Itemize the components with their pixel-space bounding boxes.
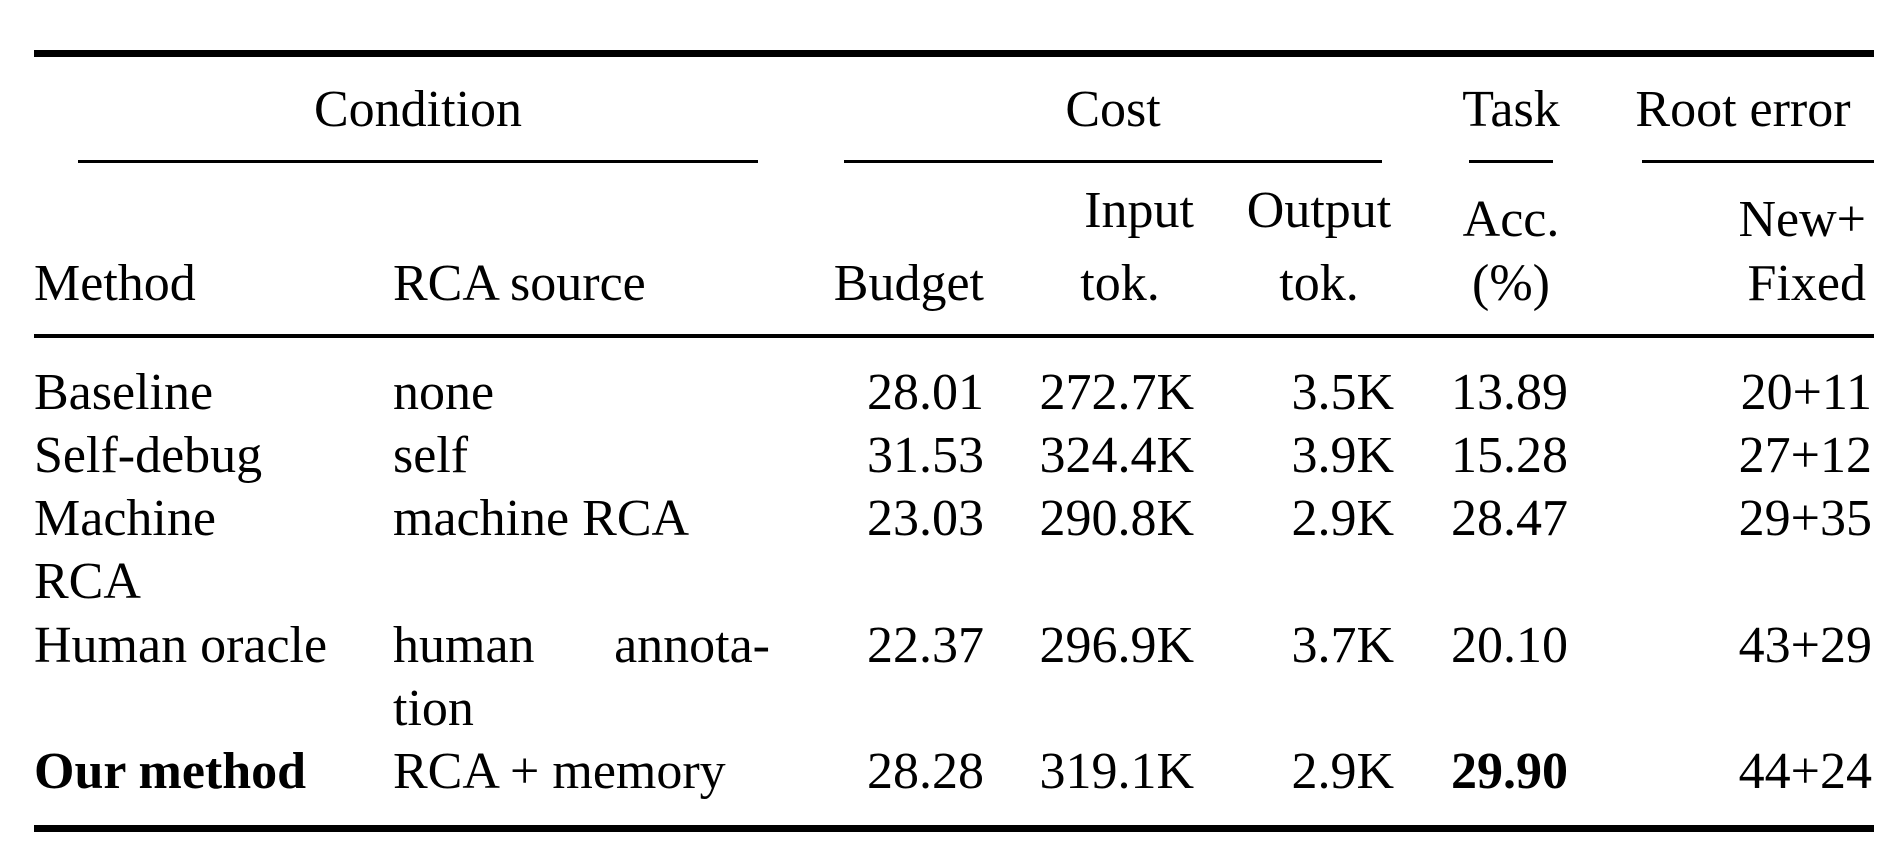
table-row-acc: 29.90	[1451, 743, 1568, 800]
table-row-rca-source-word2: annota-	[614, 617, 770, 674]
table-row-output-tok: 2.9K	[1291, 743, 1394, 800]
table-row-output-tok: 2.9K	[1291, 490, 1394, 547]
table-row-rca-source-word1: human	[393, 617, 535, 674]
table-row-acc: 20.10	[1451, 617, 1568, 674]
table-row-output-tok: 3.7K	[1291, 617, 1394, 674]
col-header-acc-2: (%)	[1472, 255, 1550, 312]
col-header-acc-1: Acc.	[1462, 191, 1560, 248]
table-row-budget: 23.03	[867, 490, 984, 547]
table-row-method-cont: RCA	[34, 553, 141, 610]
table-row-method: Baseline	[34, 364, 214, 421]
table-row-rca-source: none	[393, 364, 495, 421]
cost-cmidrule	[844, 160, 1382, 163]
table-row-input-tok: 296.9K	[1039, 617, 1194, 674]
table-row-budget: 22.37	[867, 617, 984, 674]
table-row-budget: 28.01	[867, 364, 984, 421]
table-row-method: Self-debug	[34, 427, 263, 484]
col-header-budget: Budget	[833, 255, 984, 312]
table-row-method: Our method	[34, 743, 307, 800]
task-cmidrule	[1469, 160, 1553, 163]
col-header-output-tok-2: tok.	[1279, 255, 1359, 312]
table-row-acc: 15.28	[1451, 427, 1568, 484]
bottom-rule	[34, 825, 1874, 832]
table-row-acc: 28.47	[1451, 490, 1568, 547]
group-header-condition: Condition	[313, 81, 523, 138]
table-row-input-tok: 272.7K	[1039, 364, 1194, 421]
top-rule	[34, 50, 1874, 57]
col-header-new-fixed-1: New+	[1738, 191, 1866, 248]
table-row-input-tok: 324.4K	[1039, 427, 1194, 484]
root-error-cmidrule	[1642, 160, 1874, 163]
table-row-new-fixed: 43+29	[1738, 617, 1872, 674]
col-header-rca-source: RCA source	[393, 255, 646, 312]
group-header-task: Task	[1462, 81, 1560, 138]
table-row-input-tok: 290.8K	[1039, 490, 1194, 547]
col-header-input-tok-1: Input	[1084, 182, 1194, 239]
table-row-budget: 31.53	[867, 427, 984, 484]
group-header-root-error: Root error	[1635, 81, 1851, 138]
table-row-new-fixed: 44+24	[1738, 743, 1872, 800]
table-row-new-fixed: 20+11	[1740, 364, 1872, 421]
table-row-output-tok: 3.5K	[1291, 364, 1394, 421]
col-header-input-tok-2: tok.	[1080, 255, 1160, 312]
col-header-output-tok-1: Output	[1246, 182, 1392, 239]
col-header-new-fixed-2: Fixed	[1747, 255, 1866, 312]
group-header-cost: Cost	[1065, 81, 1161, 138]
table-row-new-fixed: 27+12	[1738, 427, 1872, 484]
table-row-new-fixed: 29+35	[1738, 490, 1872, 547]
table-row-method: Machine	[34, 490, 216, 547]
table-row-rca-source: machine RCA	[393, 490, 690, 547]
table-row-rca-source: RCA + memory	[393, 743, 726, 800]
table-row-output-tok: 3.9K	[1291, 427, 1394, 484]
table-row-acc: 13.89	[1451, 364, 1568, 421]
table-row-rca-source-cont: tion	[393, 680, 474, 737]
table-row-budget: 28.28	[867, 743, 984, 800]
condition-cmidrule	[78, 160, 758, 163]
table-row-rca-source: self	[393, 427, 469, 484]
table-row-input-tok: 319.1K	[1039, 743, 1194, 800]
col-header-method: Method	[34, 255, 196, 312]
table-row-method: Human oracle	[34, 617, 328, 674]
mid-rule	[34, 334, 1874, 338]
